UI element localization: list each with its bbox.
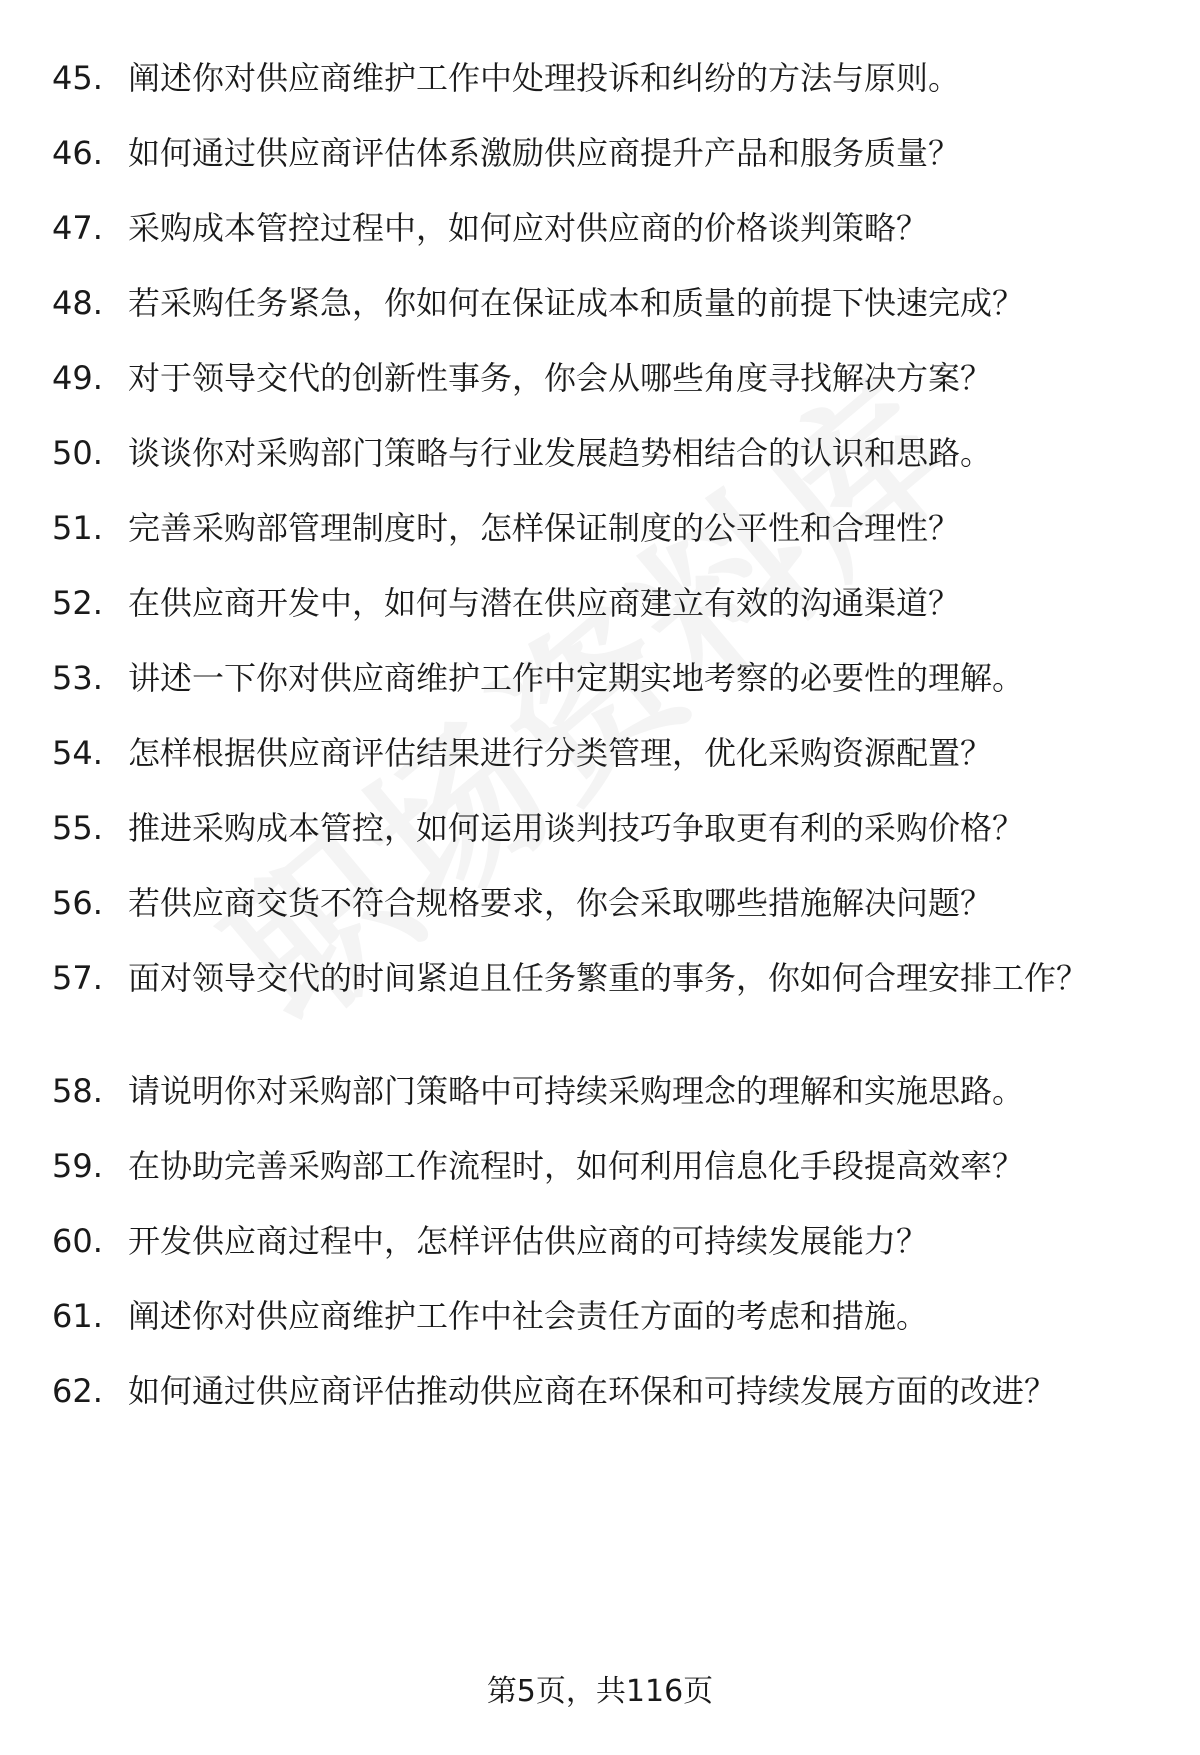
question-number: 47. bbox=[52, 209, 103, 247]
question-text: 若采购任务紧急，你如何在保证成本和质量的前提下快速完成？ bbox=[128, 284, 1025, 322]
question-text: 采购成本管控过程中，如何应对供应商的价格谈判策略？ bbox=[128, 209, 929, 247]
question-number: 48. bbox=[52, 284, 103, 322]
question-number: 56. bbox=[52, 884, 103, 922]
question-text: 如何通过供应商评估体系激励供应商提升产品和服务质量？ bbox=[128, 134, 961, 172]
question-text: 阐述你对供应商维护工作中社会责任方面的考虑和措施。 bbox=[128, 1297, 929, 1335]
question-number: 55. bbox=[52, 809, 103, 847]
question-text: 怎样根据供应商评估结果进行分类管理，优化采购资源配置？ bbox=[128, 734, 993, 772]
question-text: 在协助完善采购部工作流程时，如何利用信息化手段提高效率？ bbox=[128, 1147, 1025, 1185]
question-text: 谈谈你对采购部门策略与行业发展趋势相结合的认识和思路。 bbox=[128, 434, 993, 472]
question-number: 46. bbox=[52, 134, 103, 172]
question-text: 完善采购部管理制度时，怎样保证制度的公平性和合理性？ bbox=[128, 509, 961, 547]
question-number: 54. bbox=[52, 734, 103, 772]
question-text: 请说明你对采购部门策略中可持续采购理念的理解和实施思路。 bbox=[128, 1072, 1025, 1110]
question-text: 开发供应商过程中，怎样评估供应商的可持续发展能力？ bbox=[128, 1222, 929, 1260]
question-number: 57. bbox=[52, 959, 103, 997]
question-number: 53. bbox=[52, 659, 103, 697]
question-text: 面对领导交代的时间紧迫且任务繁重的事务，你如何合理安排工作？ bbox=[128, 959, 1089, 997]
question-number: 59. bbox=[52, 1147, 103, 1185]
question-text: 若供应商交货不符合规格要求，你会采取哪些措施解决问题？ bbox=[128, 884, 993, 922]
question-text: 在供应商开发中，如何与潜在供应商建立有效的沟通渠道？ bbox=[128, 584, 961, 622]
question-text: 推进采购成本管控，如何运用谈判技巧争取更有利的采购价格？ bbox=[128, 809, 1025, 847]
question-number: 62. bbox=[52, 1372, 103, 1410]
question-text: 对于领导交代的创新性事务，你会从哪些角度寻找解决方案？ bbox=[128, 359, 993, 397]
question-number: 52. bbox=[52, 584, 103, 622]
question-text: 阐述你对供应商维护工作中处理投诉和纠纷的方法与原则。 bbox=[128, 59, 961, 97]
question-number: 58. bbox=[52, 1072, 103, 1110]
question-number: 45. bbox=[52, 59, 103, 97]
question-text: 讲述一下你对供应商维护工作中定期实地考察的必要性的理解。 bbox=[128, 659, 1025, 697]
page-footer: 第5页，共116页 bbox=[486, 1674, 714, 1709]
question-number: 51. bbox=[52, 509, 103, 547]
question-text: 如何通过供应商评估推动供应商在环保和可持续发展方面的改进？ bbox=[128, 1372, 1057, 1410]
question-number: 49. bbox=[52, 359, 103, 397]
question-number: 60. bbox=[52, 1222, 103, 1260]
question-number: 61. bbox=[52, 1297, 103, 1335]
question-number: 50. bbox=[52, 434, 103, 472]
